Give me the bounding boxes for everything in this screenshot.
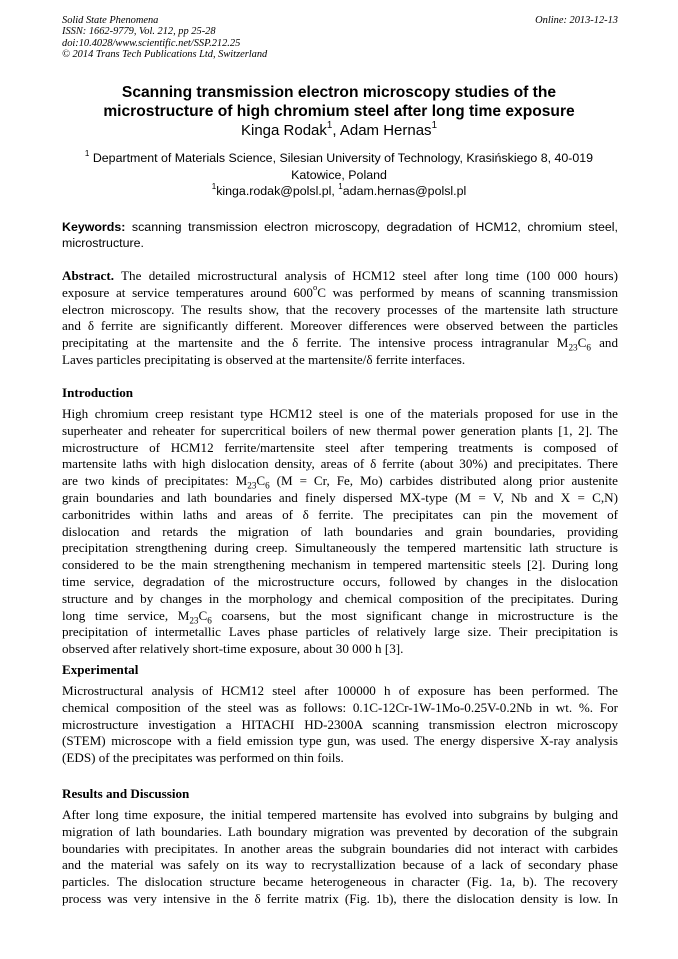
email-1-marker: 1 [211, 181, 217, 191]
author-list [40, 119, 638, 140]
abstract [62, 268, 618, 369]
paragraph-line: are two kinds of precipitates: $M_{23}C_6$ (M = Cr, Fe, Mo) carbides distributed along prior austenite [62, 473, 618, 491]
paragraph-line: precipitation of intermetallic Laves phase particles of relatively large size. Their precipitation is [62, 624, 618, 640]
paragraph-line: observed after relatively short-time exposure, about 30 000 h [3]. [62, 641, 404, 657]
paragraph-line: time service, degradation of the microstructure occurs, followed by changes in the dislocation [62, 573, 618, 589]
paragraph-line: boundaries with precipitates. In another areas the subgrain boundaries did not interact with carbides [62, 840, 618, 856]
email-1[interactable]: kinga.rodak@polsl.pl, [216, 184, 339, 198]
affiliation-line-2: Katowice, Poland [291, 168, 387, 182]
paragraph-line: High chromium creep resistant type HCM12 steel is one of the materials proposed for use in the [62, 406, 618, 421]
author-1-affil: 1 [326, 119, 333, 131]
paragraph-line: and the material was safely on its way to recrystallization because of a lack of secondary phase [62, 857, 618, 873]
email-2[interactable]: adam.hernas@polsl.pl [342, 184, 467, 198]
paragraph-line: superheater and reheater for supercritical boilers of new thermal power generation plants [1, 2]. The [62, 422, 618, 438]
author-1: Kinga Rodak [240, 122, 327, 139]
paragraph-line: Microstructural analysis of HCM12 steel after 100000 h of exposure has been performed. The [62, 683, 618, 698]
abstract-line: Abstract. The detailed microstructural analysis of HCM12 steel after long time (100 000 hours) [62, 268, 618, 283]
paragraph-line: dislocation and retards the migration of lath boundaries and grain boundaries, providing [62, 523, 618, 539]
email-2-marker: 1 [338, 181, 343, 191]
journal-name: Solid State Phenomena [62, 15, 159, 26]
abstract-line: and δ ferrite are significantly different. Moreover differences were observed between the particles [62, 318, 618, 334]
paragraph-line: precipitation strengthening during creep. Simultaneously the tempered martensitic lath structure is [62, 540, 618, 556]
keywords [62, 220, 618, 251]
section-heading-experimental: Experimental [62, 662, 139, 677]
author-separator: , [332, 122, 340, 139]
abstract-line: exposure at service temperatures around 600$^o$C was performed by means of scanning transmission [62, 282, 619, 300]
author-2: Adam Hernas [339, 122, 432, 139]
paragraph-line: migration of lath boundaries. Lath boundary migration was prevented by decoration of the subgrain [62, 823, 618, 839]
introduction-body [62, 406, 618, 658]
paragraph-line: particles. The dislocation structure became heterogeneous in character (Fig. 1a, b). The recovery [62, 874, 618, 890]
paragraph-line: long time service, $M_{23}C_6$ coarsens, but the most significant change in microstructure is the [62, 607, 618, 626]
paper-title [40, 83, 638, 121]
copyright-line: © 2014 Trans Tech Publications Ltd, Switzerland [62, 48, 268, 60]
author-emails [40, 183, 638, 199]
affiliation [40, 150, 638, 184]
author-2-affil: 1 [431, 119, 437, 131]
paragraph-line: martensite laths with high dislocation density, areas of δ ferrite (about 30%) and precipitates. There [62, 456, 618, 472]
paragraph-line: microstructure of HCM12 ferrite/martensite steel after tempering treatments is composed of [62, 439, 618, 455]
title-line-1: Scanning transmission electron microscopy studies of the [121, 84, 557, 101]
online-date: Online: 2013-12-13 [535, 15, 618, 26]
paragraph-line: microstructure investigation a HITACHI HD-2300A scanning transmission electron microscopy [62, 716, 618, 732]
abstract-line: Laves particles precipitating is observed at the martensite/δ ferrite interfaces. [62, 351, 466, 367]
paragraph-line: After long time exposure, the initial tempered martensite has evolved into subgrains by bulging and [62, 807, 618, 822]
affiliation-line-1: Department of Materials Science, Silesian University of Technology, Krasińskiego 8, 40-019 [89, 151, 594, 165]
paragraph-line: (STEM) microscope with a field emission type gun, was used. The energy dispersive X-ray analysis [62, 733, 618, 749]
keywords-text: scanning transmission electron microscopy, degradation of HCM12, chromium steel, microstructure. [62, 220, 618, 250]
paragraph-line: carbonitrides within laths and areas of δ ferrite. The precipitates can pin the movement of [62, 506, 618, 522]
abstract-line: electron microscopy. The results show, that the recovery processes of the martensite lath structure [62, 301, 618, 317]
paragraph-line: process was very intensive in the δ ferrite matrix (Fig. 1b), there the dislocation density is low. In [62, 890, 618, 906]
title-line-2: microstructure of high chromium steel after long time exposure [103, 103, 575, 120]
paragraph-line: grain boundaries and lath boundaries and finely dispersed MX-type (M = V, Nb and X = C,N) [62, 489, 618, 505]
paragraph-line: considered to be the main strengthening mechanism in tempered martensitic steels [2]. During long [62, 557, 618, 573]
experimental-body [62, 683, 618, 767]
paragraph-line: chemical composition of the steel was as follows: 0.1C-12Cr-1W-1Mo-0.25V-0.2Nb in wt. %. For [62, 699, 618, 715]
affiliation-marker: 1 [84, 148, 90, 158]
section-heading-results: Results and Discussion [62, 786, 190, 801]
doi-line: doi:10.4028/www.scientific.net/SSP.212.25 [62, 37, 241, 49]
abstract-label: Abstract. [62, 268, 114, 283]
results-body [62, 807, 618, 908]
running-header [62, 15, 618, 60]
abstract-line: precipitating at the martensite and the δ ferrite. The intensive process intragranular $M_{23}C_6$ and [62, 335, 618, 353]
issn-line: ISSN: 1662-9779, Vol. 212, pp 25-28 [62, 26, 216, 38]
paragraph-line: structure and by changes in the morphology and chemical composition of the precipitates. During [62, 590, 618, 606]
keywords-label: Keywords: [62, 220, 126, 234]
section-heading-introduction: Introduction [62, 385, 134, 400]
paragraph-line: (EDS) of the precipitates was performed on thin foils. [62, 750, 344, 766]
